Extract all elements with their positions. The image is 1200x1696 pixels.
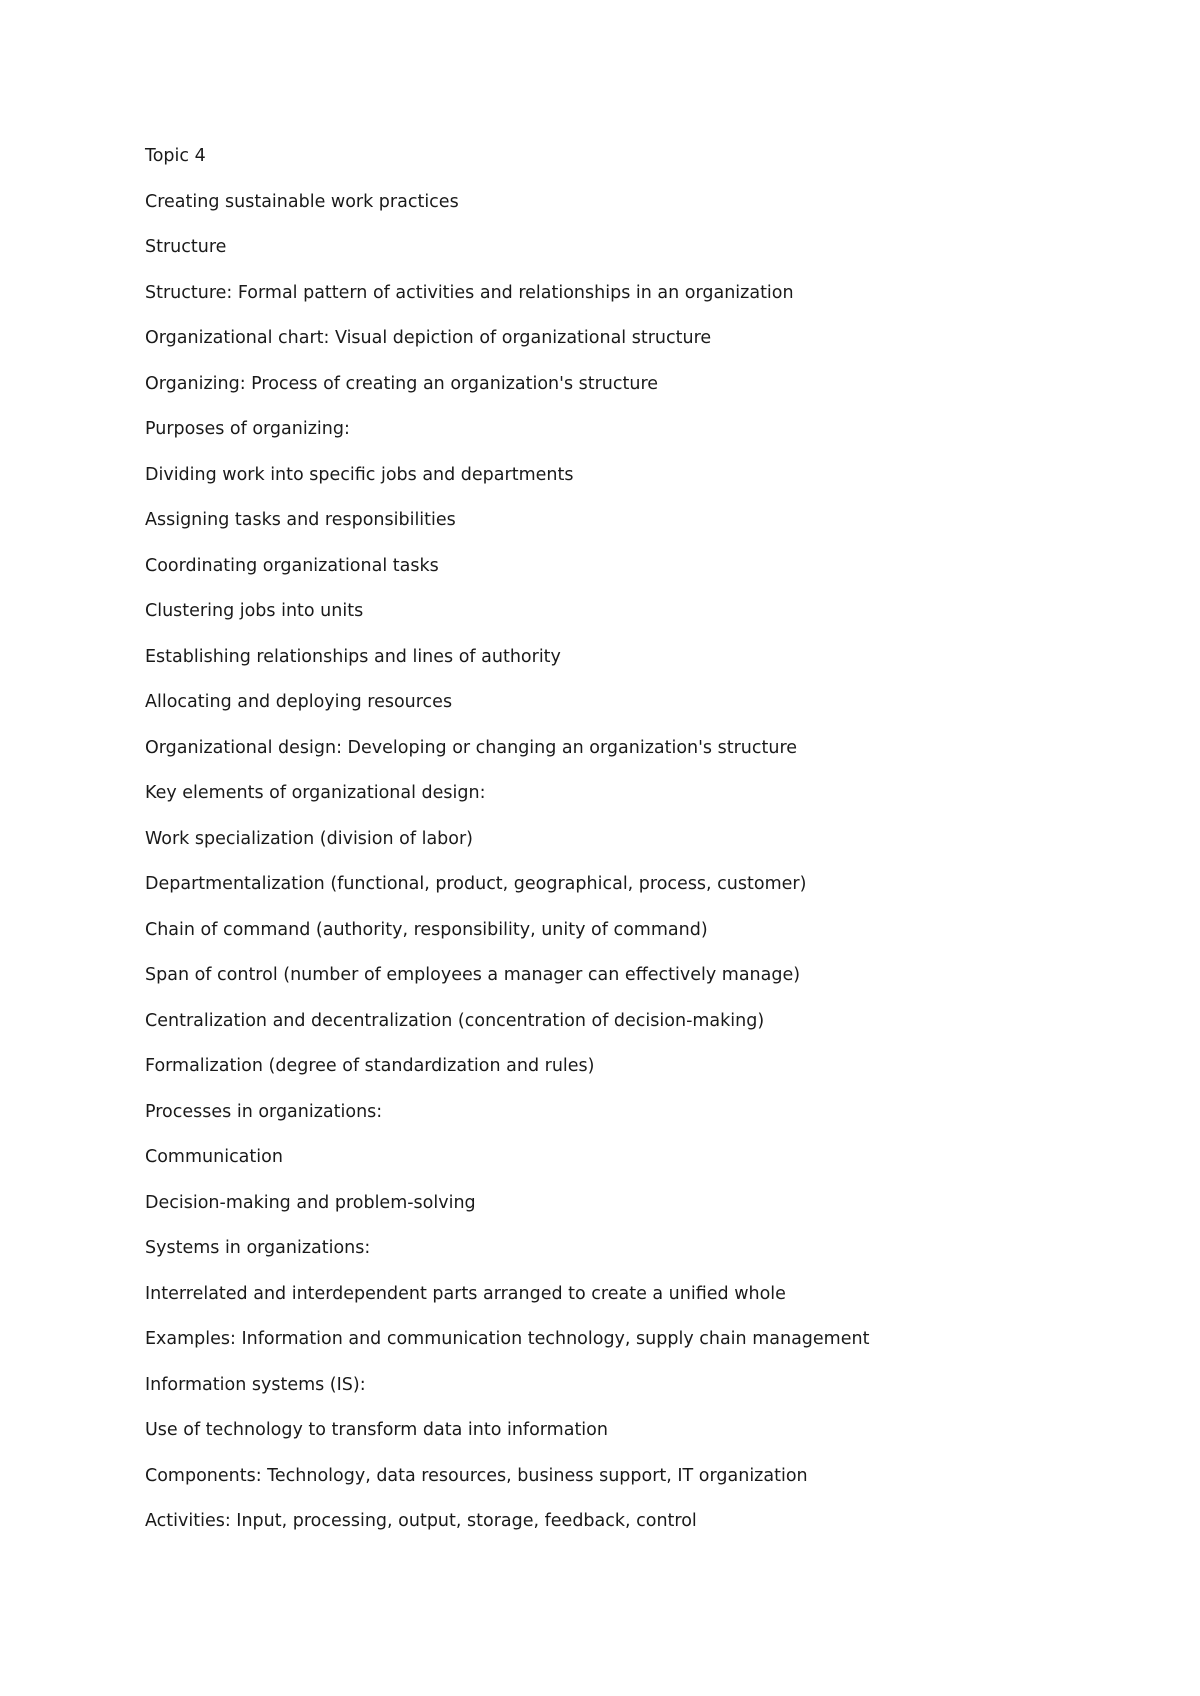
text-line: Structure: Formal pattern of activities and relationships in an organization	[145, 282, 794, 303]
text-line: Centralization and decentralization (concentration of decision-making)	[145, 1010, 765, 1031]
text-line: Information systems (IS):	[145, 1374, 366, 1395]
text-line: Organizational chart: Visual depiction of organizational structure	[145, 328, 712, 348]
document-body	[145, 145, 1105, 1556]
text-line: Chain of command (authority, responsibility, unity of command)	[145, 919, 708, 940]
text-line: Decision-making and problem-solving	[145, 1192, 476, 1213]
text-line: Dividing work into specific jobs and departments	[145, 464, 574, 485]
text-line: Examples: Information and communication technology, supply chain management	[145, 1329, 870, 1349]
text-line: Span of control (number of employees a manager can effectively manage)	[145, 965, 801, 985]
text-line: Organizing: Process of creating an organization's structure	[145, 373, 659, 394]
topic-title: Creating sustainable work practices	[145, 191, 459, 212]
text-line: Allocating and deploying resources	[145, 692, 453, 712]
text-line: Work specialization (division of labor)	[145, 828, 474, 849]
text-line: Departmentalization (functional, product, geographical, process, customer)	[145, 874, 807, 894]
text-line: Purposes of organizing:	[145, 419, 350, 439]
text-line: Key elements of organizational design:	[145, 783, 486, 803]
text-line: Components: Technology, data resources, business support, IT organization	[145, 1465, 808, 1486]
text-line: Establishing relationships and lines of authority	[145, 646, 561, 667]
text-line: Formalization (degree of standardization and rules)	[145, 1056, 595, 1076]
text-line: Activities: Input, processing, output, storage, feedback, control	[145, 1511, 697, 1531]
topic-heading: Topic 4	[145, 146, 206, 166]
text-line: Use of technology to transform data into information	[145, 1420, 608, 1440]
text-line: Organizational design: Developing or changing an organization's structure	[145, 737, 798, 758]
text-line: Processes in organizations:	[145, 1101, 383, 1122]
text-line: Communication	[145, 1147, 283, 1167]
section-heading-structure: Structure	[145, 237, 227, 257]
text-line: Assigning tasks and responsibilities	[145, 510, 456, 530]
text-line: Coordinating organizational tasks	[145, 555, 439, 576]
text-line: Clustering jobs into units	[145, 601, 364, 621]
text-line: Interrelated and interdependent parts arranged to create a unified whole	[145, 1283, 786, 1304]
text-line: Systems in organizations:	[145, 1238, 371, 1258]
